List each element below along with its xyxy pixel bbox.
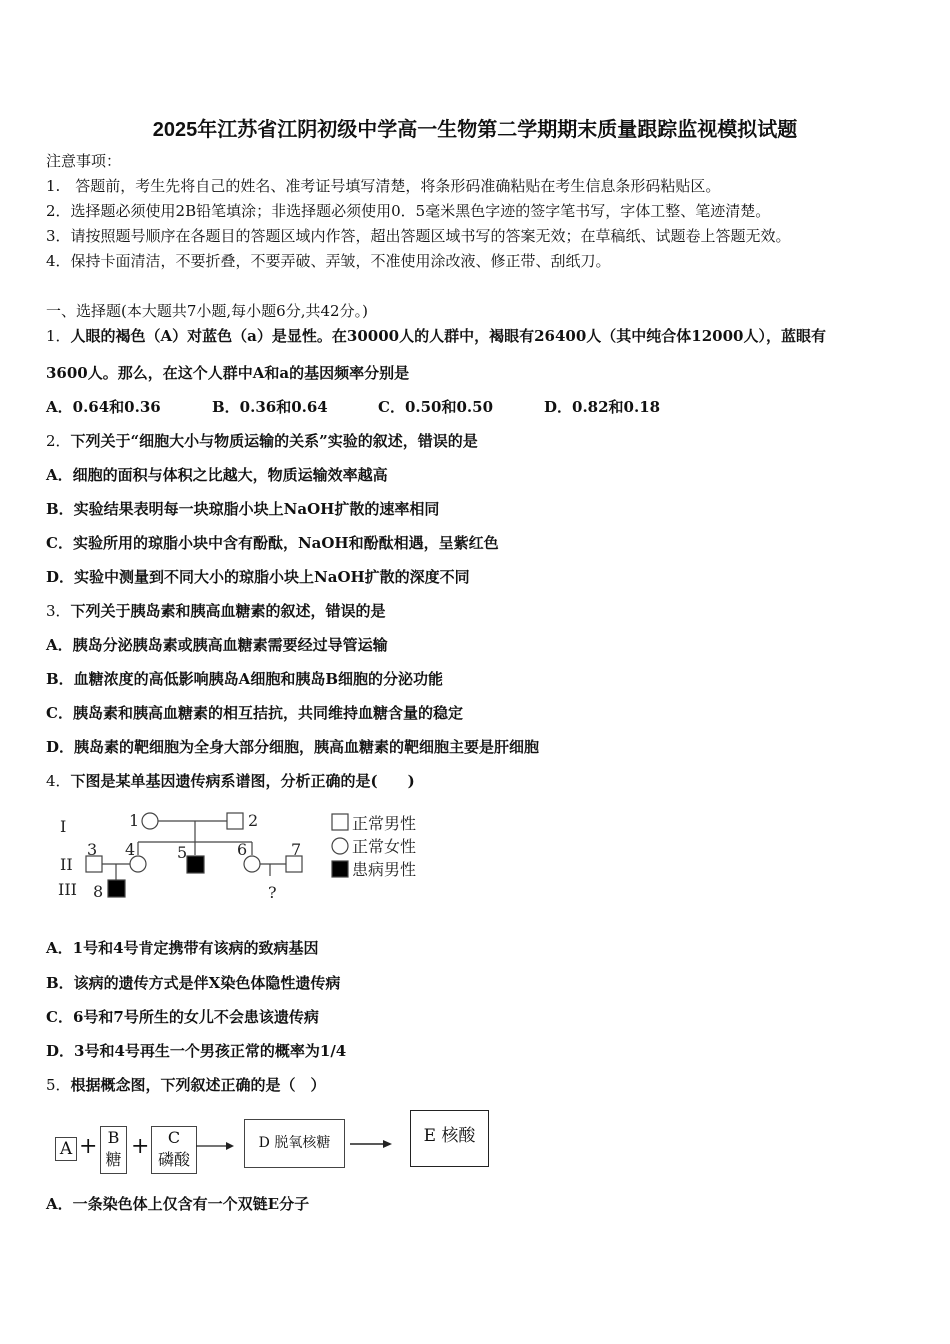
option-b[interactable]: B．实验结果表明每一块琼脂小块上NaOH扩散的速率相同 [46,500,440,518]
notice-heading: 注意事项： [46,152,122,170]
question-number: 1． [46,327,71,345]
page-title: 2025年江苏省江阴初级中学高一生物第二学期期末质量跟踪监视模拟试题 [152,119,798,141]
question-4 [46,771,415,791]
male-normal-2 [227,813,243,829]
option-a[interactable]: A．一条染色体上仅含有一个双链E分子 [46,1195,310,1213]
notice-item: 2．选择题必须使用2B铅笔填涂；非选择题必须使用0．5毫米黑色字迹的签字笔书写，字体工整、笔迹清楚。 [46,202,771,220]
options-row [46,397,710,417]
option-b[interactable]: B．0.36和0.64 [212,398,328,416]
generation-label: III [58,880,77,899]
question-number: 4． [46,772,71,790]
option-a[interactable]: A．1号和4号肯定携带有该病的致病基因 [46,939,319,957]
option-c[interactable]: C．胰岛素和胰高血糖素的相互拮抗，共同维持血糖含量的稳定 [46,704,463,722]
question-stem: 下列关于胰岛素和胰高血糖素的叙述，错误的是 [70,602,386,620]
question-number: 3． [46,602,71,620]
female-normal-4 [130,856,146,872]
option-d[interactable]: D．胰岛素的靶细胞为全身大部分细胞，胰高血糖素的靶细胞主要是肝细胞 [46,738,540,756]
female-normal-1 [142,813,158,829]
question-5 [46,1075,326,1095]
arrow-icon [350,1138,395,1150]
question-stem: 下图是某单基因遗传病系谱图，分析正确的是( ) [70,772,415,790]
female-normal-6 [244,856,260,872]
male-affected-8 [108,880,125,897]
individual-label: 1 [129,811,140,830]
question-stem: 根据概念图，下列叙述正确的是（ ） [70,1076,326,1094]
question-number: 2． [46,432,71,450]
option-c[interactable]: C．0.50和0.50 [378,398,494,416]
legend-label: 正常女性 [352,837,417,856]
option-d[interactable]: D．实验中测量到不同大小的琼脂小块上NaOH扩散的深度不同 [46,568,470,586]
option-a[interactable]: A．胰岛分泌胰岛素或胰高血糖素需要经过导管运输 [46,636,388,654]
pedigree-chart [40,800,440,910]
legend-male-affected-icon [332,861,348,877]
box-e: E 核酸 [410,1110,489,1167]
individual-label: 2 [248,811,259,830]
option-b[interactable]: B．血糖浓度的高低影响胰岛A细胞和胰岛B细胞的分泌功能 [46,670,443,688]
box-b: B 糖 [100,1126,127,1174]
option-c[interactable]: C．实验所用的琼脂小块中含有酚酞，NaOH和酚酞相遇，呈紫红色 [46,534,499,552]
legend-label: 患病男性 [352,860,417,879]
generation-label: II [60,855,73,874]
individual-label: 7 [291,840,302,859]
individual-label: ? [268,883,277,902]
box-d: D 脱氧核糖 [244,1119,345,1168]
box-a: A [55,1137,77,1161]
question-stem: 人眼的褐色（A）对蓝色（a）是显性。在30000人的人群中，褐眼有26400人（其中纯合体12000人），蓝眼有 [70,327,826,345]
option-a[interactable]: A．0.64和0.36 [46,398,161,416]
option-d[interactable]: D．3号和4号再生一个男孩正常的概率为1/4 [46,1042,347,1060]
notice-item: 1. 答题前，考生先将自己的姓名、准考证号填写清楚，将条形码准确粘贴在考生信息条形码粘贴区。 [46,177,721,195]
individual-label: 3 [87,840,98,859]
option-c[interactable]: C．6号和7号所生的女儿不会患该遗传病 [46,1008,319,1026]
option-a[interactable]: A．细胞的面积与体积之比越大，物质运输效率越高 [46,466,388,484]
legend-male-normal-icon [332,814,348,830]
option-b[interactable]: B．该病的遗传方式是伴X染色体隐性遗传病 [46,974,341,992]
individual-label: 4 [125,840,136,859]
individual-label: 6 [237,840,248,859]
arrow-icon [196,1140,236,1152]
generation-label: I [60,817,67,836]
section-heading: 一、选择题(本大题共7小题,每小题6分,共42分。) [46,302,368,320]
question-1 [46,326,826,346]
question-number: 5． [46,1076,71,1094]
notice-item: 3．请按照题号顺序在各题目的答题区域内作答，超出答题区域书写的答案无效；在草稿纸、试题卷上答题无效。 [46,227,791,245]
individual-label: 5 [177,843,188,862]
plus-sign: + [79,1134,98,1159]
question-2 [46,431,478,451]
question-stem-cont: 3600人。那么，在这个人群中A和a的基因频率分别是 [46,364,410,382]
legend-label: 正常男性 [352,814,417,833]
legend-female-normal-icon [332,838,348,854]
option-d[interactable]: D．0.82和0.18 [544,398,661,416]
question-3 [46,601,386,621]
box-c: C 磷酸 [151,1126,197,1174]
question-stem: 下列关于“细胞大小与物质运输的关系”实验的叙述，错误的是 [70,432,478,450]
plus-sign: + [131,1134,150,1159]
individual-label: 8 [93,882,104,901]
male-affected-5 [187,856,204,873]
notice-item: 4．保持卡面清洁，不要折叠，不要弄破、弄皱，不准使用涂改液、修正带、刮纸刀。 [46,252,611,270]
